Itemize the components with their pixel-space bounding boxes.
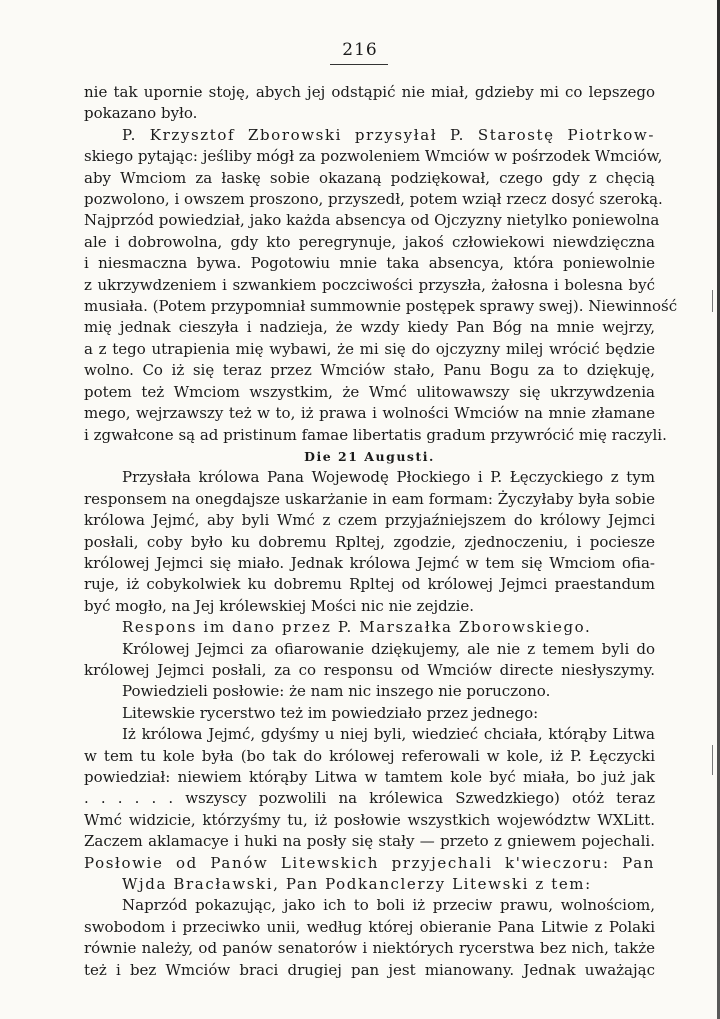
text-line: z ukrzywdzeniem i szwankiem poczciwości przyszła, żałosna i bolesna być (84, 275, 655, 294)
text-line: królowej Jejmci posłali, za co responsu od Wmciów directe niesłyszymy. (84, 660, 655, 679)
text-line: i zgwałcone są ad pristinum famae libertatis gradum przywrócić mię raczyli. (84, 425, 667, 444)
text-line: mego, wejrzawszy też w to, iż prawa i wolności Wmciów na mnie złamane (84, 404, 655, 423)
text-line: musiała. (Potem przypomniał summownie postępek sprawy swej). Niewinność (84, 297, 678, 316)
text-line: Przysłała królowa Pana Wojewodę Płockiego i P. Łęczyckiego z tym (122, 468, 655, 487)
header-rule (330, 64, 388, 65)
text-line: swobodom i przeciwko unii, według której obieranie Pana Litwie z Polaki (84, 917, 655, 936)
text-line: nie tak upornie stoję, abych jej odstąpić nie miał, gdzieby mi co lepszego (84, 83, 655, 101)
text-line: a z tego utrapienia mię wybawi, że mi się do ojczyzny milej wrócić będzie (84, 339, 655, 358)
text-line: ruje, iż cobykolwiek ku dobremu Rpltej od królowej Jejmci praestandum (84, 575, 655, 594)
text-line: królowa Jejmć, aby byli Wmć z czem przyjaźniejszem do królowy Jejmci (84, 511, 655, 530)
text-line: równie należy, od panów senatorów i niektórych rycerstwa bez nich, także (84, 939, 655, 958)
text-line: mię jednak cieszyła i nadzieja, że wzdy kiedy Pan Bóg na mnie wejrzy, (84, 318, 655, 337)
text-line: responsem na onegdajsze uskarżanie in eam formam: Życzyłaby była sobie (84, 489, 655, 508)
body-text (84, 82, 678, 981)
text-line: aby Wmciom za łaskę sobie okazaną podziękował, czego gdy z chęcią (84, 168, 655, 187)
text-line: powiedział: niewiem którąby Litwa w tamtem kole być miała, bo już jak (84, 768, 655, 786)
text-line: Posłowie od Panów Litewskich przyjechali k'wieczoru: Pan (84, 853, 655, 872)
text-line: wolno. Co iż się teraz przez Wmciów stało, Panu Bogu za to dziękuję, (84, 361, 655, 380)
text-line: Wmć widzicie, którzyśmy tu, iż posłowie wszystkich województw WXLitt. (84, 810, 655, 829)
text-line: pozwolono, i owszem proszono, przyszedł, potem wziął rzecz dosyć szeroką. (84, 190, 663, 209)
text-line: skiego pytając: jeśliby mógł za pozwoleniem Wmciów w pośrzodek Wmciów, (84, 147, 663, 166)
text-line: Królowej Jejmci za ofiarowanie dziękujemy, ale nie z temem byli do (122, 639, 655, 658)
text-line: być mogło, na Jej królewskiej Mości nic nie zejdzie. (84, 596, 475, 615)
text-line: Die 21 Augusti. (304, 448, 435, 464)
text-line: Naprzód pokazując, jako ich to boli iż przeciw prawu, wolnościom, (122, 896, 655, 915)
text-line: posłali, coby było ku dobremu Rpltej, zgodzie, zjednoczeniu, i pociesze (84, 532, 655, 551)
text-line: Wjda Bracławski, Pan Podkanclerzy Litewski z tem: (122, 875, 592, 894)
text-line: Respons im dano przez P. Marszałka Zborowskiego. (122, 618, 592, 637)
text-line: potem też Wmciom wszystkim, że Wmć ulitowawszy się ukrzywdzenia (84, 382, 655, 401)
text-line: pokazano było. (84, 104, 198, 123)
text-line: Najprzód powiedział, jako każda absencya od Ojczyzny nietylko poniewolna (84, 211, 660, 230)
text-line: w tem tu kole była (bo tak do królowej referowali w kole, iż P. Łęczycki (84, 746, 655, 765)
text-line: królowej Jejmci się miało. Jednak królowa Jejmć w tem się Wmciom ofia- (84, 553, 655, 572)
text-line: też i bez Wmciów braci drugiej pan jest mianowany. Jednak uważając (84, 960, 655, 979)
text-line: . . . . . . wszyscy pozwolili na królewica Szwedzkiego) otóż teraz (84, 789, 655, 808)
page-edge-tick (712, 745, 713, 775)
page-number: 216 (342, 40, 378, 60)
text-line: Powiedzieli posłowie: że nam nic inszego nie poruczono. (122, 682, 551, 701)
text-line: ale i dobrowolna, gdy kto peregrynuje, jakoś człowiekowi niewdzięczna (84, 232, 655, 251)
page-edge-tick (712, 290, 713, 312)
text-line: Zaczem aklamacye i huki na posły się stały — przeto z gniewem pojechali. (84, 832, 655, 851)
text-line: Iż królowa Jejmć, gdyśmy u niej byli, wiedzieć chciała, którąby Litwa (122, 725, 655, 744)
text-line: i niesmaczna bywa. Pogotowiu mnie taka absencya, która poniewolnie (84, 254, 655, 273)
text-line: Litewskie rycerstwo też im powiedziało przez jednego: (122, 703, 539, 722)
text-line: P. Krzysztof Zborowski przysyłał P. Starostę Piotrkow- (122, 125, 655, 144)
